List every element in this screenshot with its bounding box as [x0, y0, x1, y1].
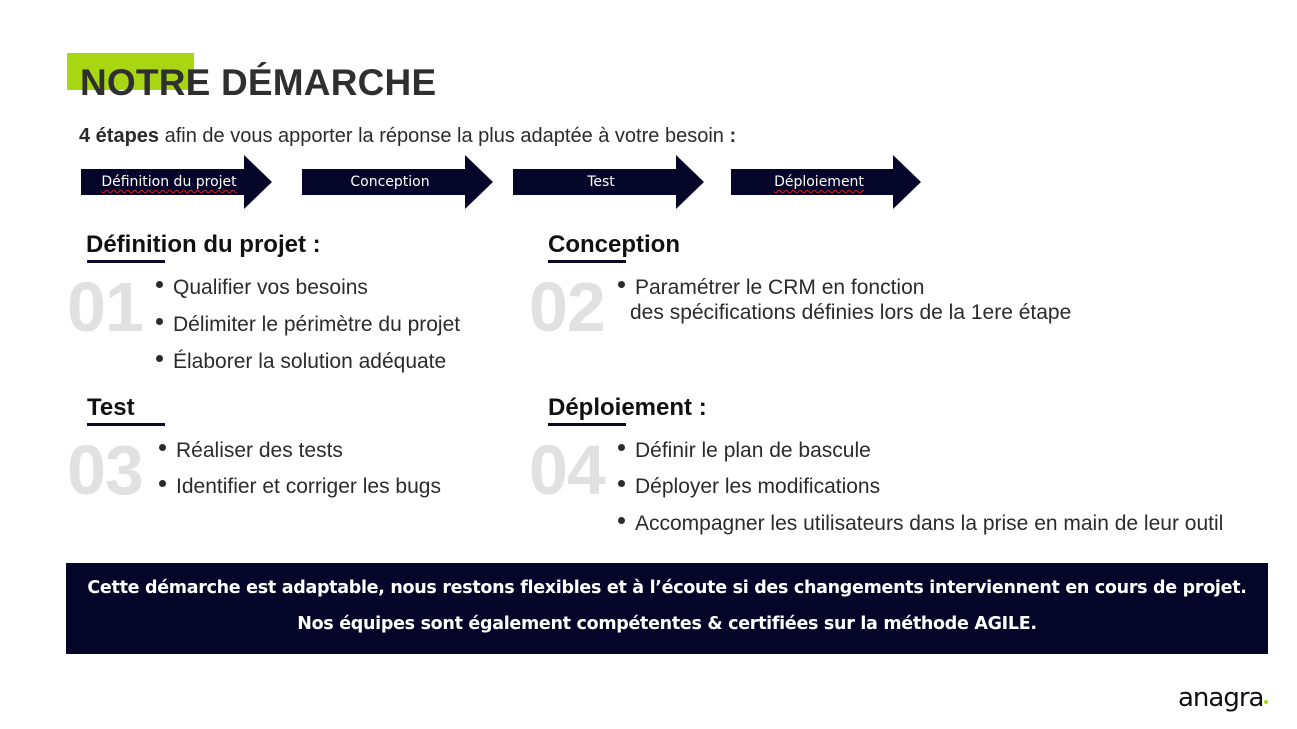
list-item-text: Définir le plan de bascule	[635, 439, 871, 462]
list-item-continuation: des spécifications définies lors de la 1ere étape	[630, 301, 1072, 324]
heading-underline	[87, 260, 165, 263]
step-list-conception	[618, 275, 924, 300]
brand-logo-dot-icon	[1264, 700, 1268, 704]
bullet-icon	[156, 281, 163, 288]
list-item	[618, 438, 1223, 463]
list-item-text: Élaborer la solution adéquate	[173, 350, 447, 373]
list-item	[156, 349, 460, 374]
list-item	[159, 474, 441, 499]
intro-colon: :	[729, 125, 737, 147]
list-item-text: Réaliser des tests	[176, 439, 343, 462]
step-number-02: 02	[529, 268, 605, 346]
intro-text	[79, 125, 736, 148]
step-heading-definition: Définition du projet :	[86, 231, 321, 258]
page-title: NOTRE DÉMARCHE	[80, 62, 437, 103]
list-item	[159, 438, 441, 463]
bullet-icon	[156, 318, 163, 325]
heading-underline	[87, 423, 165, 426]
step-heading-conception: Conception	[548, 231, 680, 258]
process-arrow-test	[513, 155, 704, 209]
list-item	[618, 474, 1223, 499]
list-item-text: Paramétrer le CRM en fonction	[635, 276, 925, 299]
bullet-icon	[618, 444, 625, 451]
process-arrow-label: Conception	[350, 174, 430, 190]
bullet-icon	[618, 281, 625, 288]
process-arrow-deploiement	[731, 155, 921, 209]
footer-banner	[66, 563, 1268, 654]
footer-line-1: Cette démarche est adaptable, nous restons flexibles et à l’écoute si des changements interviennent en cours de projet.	[87, 578, 1247, 598]
process-arrow-label: Test	[587, 174, 615, 190]
list-item-text: Identifier et corriger les bugs	[176, 475, 441, 498]
list-item	[618, 511, 1223, 536]
bullet-icon	[159, 480, 166, 487]
list-item-text: Accompagner les utilisateurs dans la prise en main de leur outil	[635, 512, 1224, 535]
step-number-01: 01	[67, 268, 143, 346]
intro-body: afin de vous apporter la réponse la plus adaptée à votre besoin	[159, 125, 730, 147]
bullet-icon	[156, 355, 163, 362]
bullet-icon	[159, 444, 166, 451]
step-list-definition	[156, 275, 460, 374]
list-item-text: Déployer les modifications	[635, 475, 881, 498]
brand-logo-text: anagra	[1178, 683, 1264, 713]
list-item	[618, 275, 924, 300]
step-list-test	[159, 438, 441, 499]
process-arrow-conception	[302, 155, 493, 209]
step-number-03: 03	[67, 431, 143, 509]
list-item-text: Qualifier vos besoins	[173, 276, 368, 299]
step-heading-deploiement: Déploiement :	[548, 394, 707, 421]
bullet-icon	[618, 517, 625, 524]
process-arrow-label: Définition du projet	[101, 174, 237, 190]
heading-underline	[548, 260, 626, 263]
brand-logo	[1178, 683, 1268, 713]
list-item	[156, 275, 460, 300]
bullet-icon	[618, 480, 625, 487]
step-list-deploiement	[618, 438, 1223, 536]
heading-underline	[548, 423, 626, 426]
intro-bold: 4 étapes	[79, 125, 160, 147]
list-item-text: Délimiter le périmètre du projet	[173, 313, 461, 336]
footer-line-2: Nos équipes sont également compétentes & certifiées sur la méthode AGILE.	[297, 614, 1037, 634]
step-number-04: 04	[529, 431, 605, 509]
process-arrow-label: Déploiement	[774, 174, 864, 190]
step-heading-test: Test	[87, 394, 135, 421]
process-arrow-definition	[81, 155, 272, 209]
list-item	[156, 312, 460, 337]
